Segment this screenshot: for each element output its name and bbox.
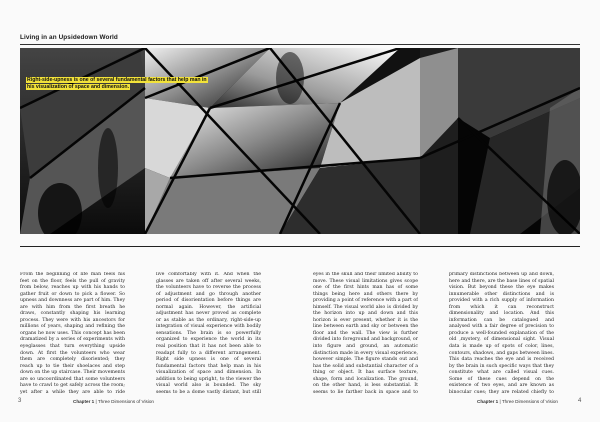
section-rule	[20, 246, 580, 247]
photo-tiled-floor	[20, 48, 580, 234]
page-number-left: 3	[18, 398, 22, 404]
text-column-2: live comfortably with it. And when the glasses are taken off after several weeks, the volunteers have to reverse the process of adjustment and go through another period of disorientation before things are normal again. However, the artificial adjustment has never proved as complete or as stable as the ordinary, right-side-up integration of visual experience with bodily sensations. The brain is so powerfully organized to experience the world in its real position that it has not been able to readapt fully to a different arrangement. Right side upness is one of several fundamental factors that help man in his visualization of space and dimension. In addition to being upright, to the viewer the visual world also is bounded. The sky seems to be a dome vastly distant, but still	[156, 272, 261, 394]
footer-chapter-right: Chapter 1	[477, 399, 499, 404]
text-column-4: primary distinctions between up and down, here and there, are the base lines of spatial vision. But beyond these the eye makes innumerable other distinctions and is provided with a rich supply of information from which it can reconstruct dimensionality and location. And this information can be catalogued and analysed with a fair degree of precision to produce a well-founded explanation of the old ,mystery, of dimensional sight. Visual data is made up of spots of color, lines, contours, shadows, and gaps between lines. This data reaches the eye and is received by the brain in such specific ways that they constitute what are called visual cues. Some of these cues depend on the existence of two eyes, and are known as binocular cues; they are related chiefly to	[449, 272, 554, 394]
footer-chapter-left: Chapter 1	[73, 399, 95, 404]
header-rule	[20, 44, 580, 45]
running-head: Living in an Upsidedown World	[20, 34, 118, 41]
page-number-right: 4	[578, 398, 582, 404]
highlighted-pull-quote: Right-side-upness is one of several fundamental factors that help man in his visualization of space and dimension.	[27, 77, 207, 91]
footer-chapter-title-right: Three Dimensions of Vision	[501, 399, 558, 404]
text-column-3: eyes in the skull and their limited ability to move. These visual limitations gives scope one of the first hints man has of some things being here and others there by providing a point of reference with a part of himself. The visual world also is divided by the horizon into up and down and this horizon is ever present, whether it is the line between earth and sky or between the floor and the wall. The view is further divided into foreground and background, or into figure and ground, an automatic distinction made in every visual experience, however simple. The figure stands out and has the solid and substantial character of a thing or object. It has surface texture, shape, form and localization. The ground, on the other hand, is less substantial. It seems to lie farther back in space and to	[313, 272, 418, 394]
footer-chapter-title-left: Three Dimensions of Vision	[97, 399, 154, 404]
text-column-1: From the beginning of life man feels his feet on the floor, feels the pull of gravity from below, reaches up with his hands to gather fruit or down to pick a flower. So upness and downness are part of him. They are with him from the first breath he draws, constantly shaping his learning process. They were with his ancestors for millions of years, shaping and refining the organs he now uses. This concept has been dramatized by a series of experiments with eyeglasses that turn everything upside down. At first the volunteers who wear them are completely disoriented; they reach up to tie their shoelaces and step down on the up staircase. Their movements are so uncoordinated that some volunteers have to crawl to get safely across the room; yet after a while they are able to ride	[20, 272, 125, 394]
